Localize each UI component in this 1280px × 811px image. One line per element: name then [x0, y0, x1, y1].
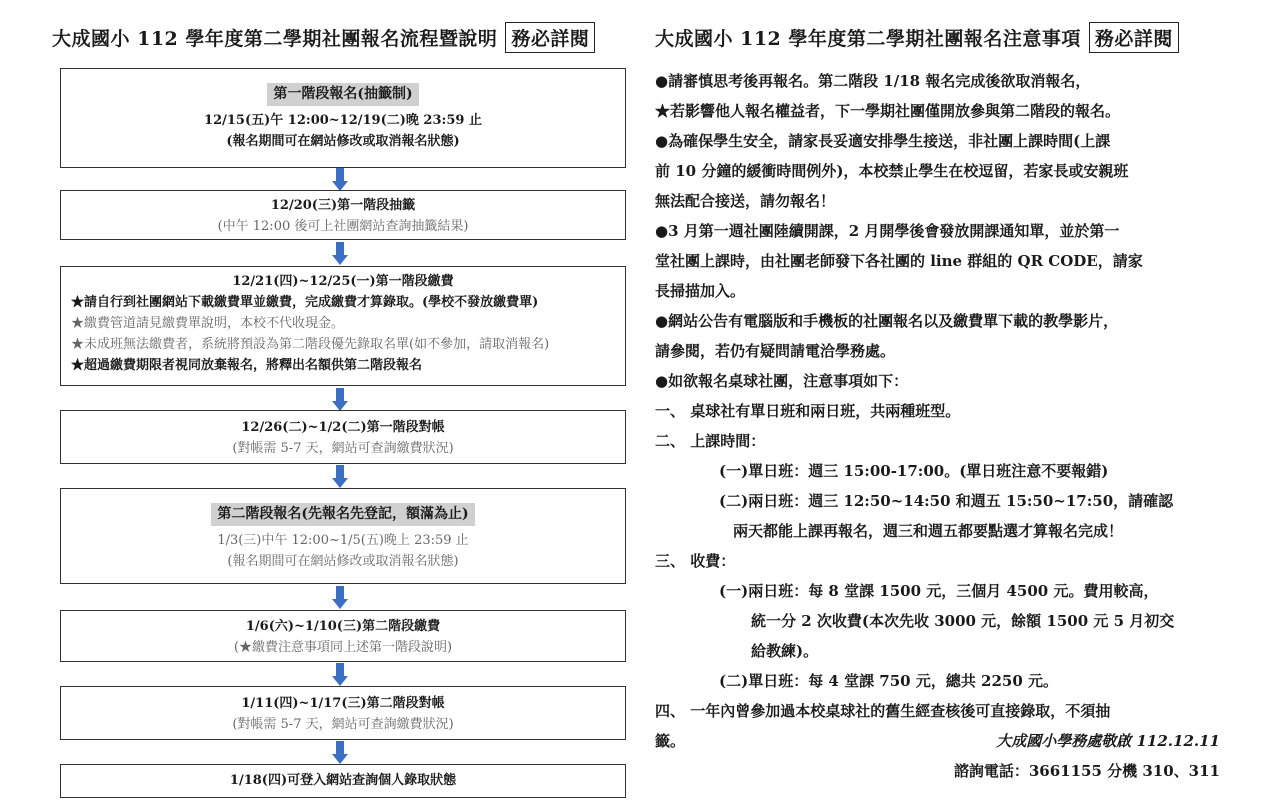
- down-arrow-icon: [332, 663, 348, 687]
- step3-line4: ★超過繳費期限者視同放棄報名，將釋出名額供第二階段報名: [71, 358, 423, 373]
- note-line: 無法配合接送，請勿報名！: [655, 192, 836, 210]
- step6-heading: 1/6(六)~1/10(三)第二階段繳費: [245, 619, 441, 634]
- step1-note: (報名期間可在網站修改或取消報名狀態): [226, 134, 460, 149]
- step1-heading: 第一階段報名(抽籤制): [267, 83, 418, 106]
- note-line: 前 10 分鐘的緩衝時間例外)，本校禁止學生在校逗留，若家長或安親班: [655, 162, 1129, 180]
- note-line: 長掃描加入。: [655, 282, 746, 300]
- step8-box: [60, 764, 626, 798]
- step2-note: (中午 12:00 後可上社團網站查詢抽籤結果): [217, 219, 469, 234]
- note-line: 三、 收費：: [655, 552, 736, 570]
- step2-box: [60, 190, 626, 240]
- step7-heading: 1/11(四)~1/17(三)第二階段對帳: [241, 696, 445, 711]
- notes-section: [655, 66, 1245, 786]
- note-line: 四、 一年內曾參加過本校桌球社的舊生經查核後可直接錄取，不須抽: [655, 702, 1111, 720]
- notes-title-text: 大成國小 112 學年度第二學期社團報名注意事項: [655, 28, 1081, 50]
- note-line: [655, 726, 1245, 756]
- note-line: 請參閱，若仍有疑問請電洽學務處。: [655, 342, 896, 360]
- step1-time: 12/15(五)午 12:00~12/19(二)晚 23:59 止: [204, 113, 482, 128]
- step5-note: (報名期間可在網站修改或取消報名狀態): [227, 554, 459, 569]
- step6-box: [60, 610, 626, 662]
- note-line: 一、 桌球社有單日班和兩日班，共兩種班型。: [655, 402, 961, 420]
- note-line: ●3 月第一週社團陸續開課，2 月開學後會發放開課通知單，並於第一: [655, 222, 1120, 240]
- note-line: (二)兩日班：週三 12:50~14:50 和週五 15:50~17:50，請確認: [719, 492, 1174, 510]
- note-line: 堂社團上課時，由社團老師發下各社團的 line 群組的 QR CODE，請家: [655, 252, 1143, 270]
- note-line: 給教練)。: [751, 642, 819, 660]
- step5-box: [60, 488, 626, 584]
- contact-phone: 諮詢電話：3661155 分機 310、311: [953, 762, 1220, 780]
- step8-heading: 1/18(四)可登入網站查詢個人錄取狀態: [229, 773, 457, 788]
- step5-heading: 第二階段報名(先報名先登記，額滿為止): [211, 503, 474, 526]
- note-line-text: 籤。: [655, 732, 686, 750]
- must-read-badge: 務必詳閱: [505, 22, 595, 53]
- step4-box: [60, 410, 626, 464]
- down-arrow-icon: [332, 741, 348, 765]
- flow-title: [52, 22, 595, 53]
- step6-note: (★繳費注意事項同上述第一階段說明): [233, 640, 453, 655]
- down-arrow-icon: [332, 388, 348, 412]
- note-line: (一)單日班：週三 15:00-17:00。(單日班注意不要報錯): [719, 462, 1109, 480]
- step3-line2: ★繳費管道請見繳費單說明，本校不代收現金。: [71, 316, 345, 331]
- note-line: ●為確保學生安全，請家長妥適安排學生接送，非社團上課時間(上課: [655, 132, 1111, 150]
- down-arrow-icon: [332, 465, 348, 489]
- note-line: (二)單日班：每 4 堂課 750 元，總共 2250 元。: [719, 672, 1059, 690]
- note-line: 二、 上課時間：: [655, 432, 766, 450]
- step3-line1: ★請自行到社團網站下載繳費單並繳費，完成繳費才算錄取。(學校不發放繳費單): [71, 295, 539, 310]
- note-line: ●如欲報名桌球社團，注意事項如下：: [655, 372, 909, 390]
- note-line: (一)兩日班：每 8 堂課 1500 元，三個月 4500 元。費用較高，: [719, 582, 1159, 600]
- notes-title: [655, 22, 1179, 53]
- note-line: ●網站公告有電腦版和手機板的社團報名以及繳費單下載的教學影片，: [655, 312, 1119, 330]
- note-line: ●請審慎思考後再報名。第二階段 1/18 報名完成後欲取消報名，: [655, 72, 1091, 90]
- note-line: 統一分 2 次收費(本次先收 3000 元，餘額 1500 元 5 月初交: [751, 612, 1175, 630]
- step7-note: (對帳需 5-7 天，網站可查詢繳費狀況): [232, 717, 454, 732]
- step3-box: [60, 266, 626, 386]
- note-line: 兩天都能上課再報名，週三和週五都要點選才算報名完成！: [733, 522, 1124, 540]
- down-arrow-icon: [332, 586, 348, 610]
- must-read-badge: 務必詳閱: [1089, 22, 1179, 53]
- step3-line3: ★未成班無法繳費者，系統將預設為第二階段優先錄取名單(如不參加，請取消報名): [71, 337, 550, 352]
- step1-box: [60, 68, 626, 168]
- signature: 大成國小學務處敬啟 112.12.11: [996, 732, 1220, 750]
- step5-time: 1/3(三)中午 12:00~1/5(五)晚上 23:59 止: [217, 533, 469, 548]
- step7-box: [60, 686, 626, 740]
- step4-heading: 12/26(二)~1/2(二)第一階段對帳: [241, 420, 445, 435]
- down-arrow-icon: [332, 242, 348, 266]
- step2-heading: 12/20(三)第一階段抽籤: [270, 198, 416, 213]
- step4-note: (對帳需 5-7 天，網站可查詢繳費狀況): [232, 441, 454, 456]
- down-arrow-icon: [332, 168, 348, 192]
- note-line: ★若影響他人報名權益者，下一學期社團僅開放參與第二階段的報名。: [655, 102, 1121, 120]
- flow-title-text: 大成國小 112 學年度第二學期社團報名流程暨說明: [52, 28, 498, 50]
- step3-heading: 12/21(四)~12/25(一)第一階段繳費: [232, 274, 454, 289]
